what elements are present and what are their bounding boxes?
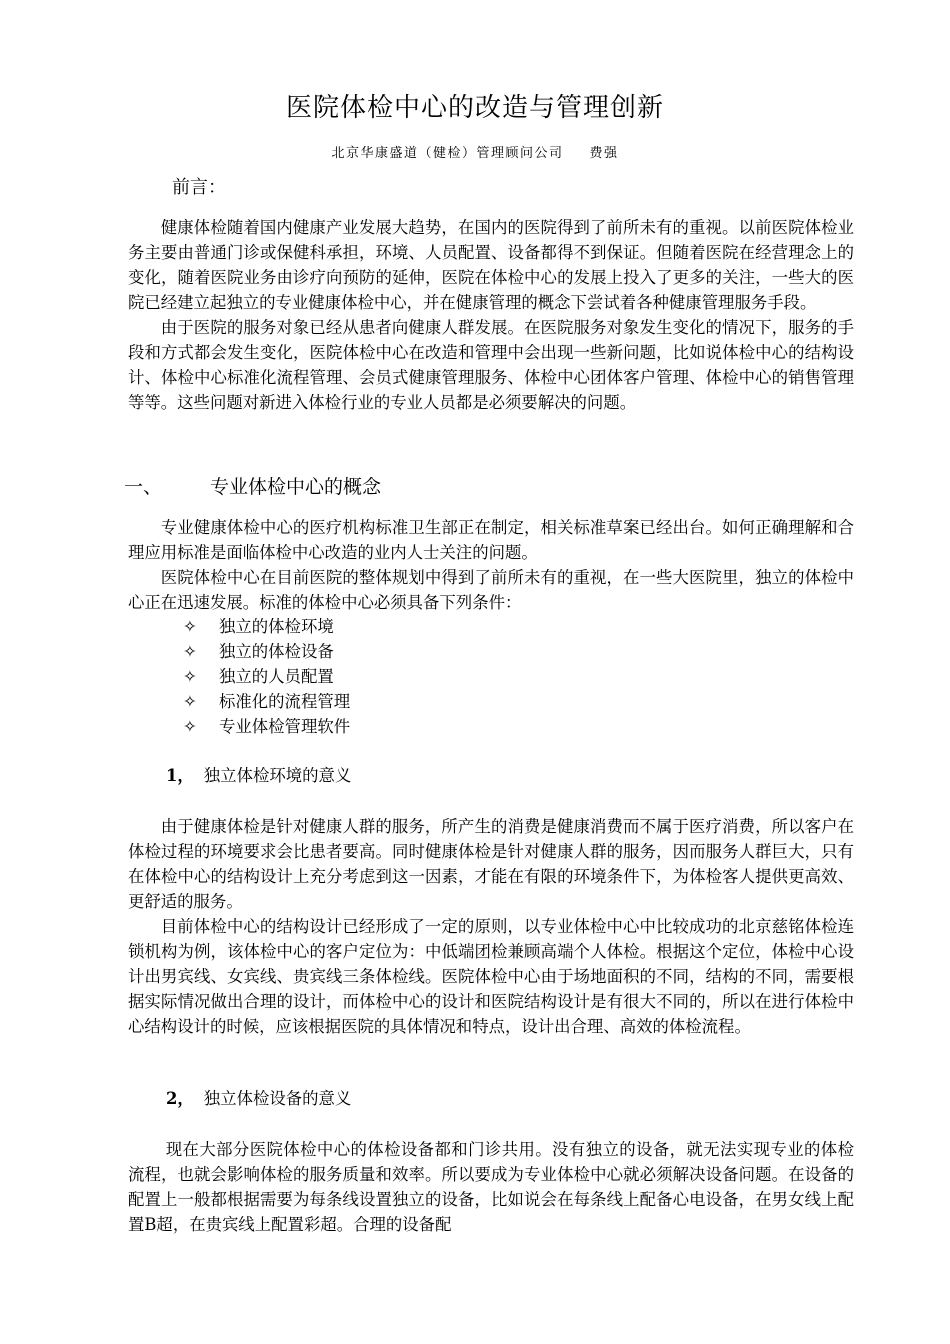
list-item-text: 标准化的流程管理	[219, 692, 351, 711]
subsection-title: 独立体检设备的意义	[203, 1089, 352, 1108]
paragraph: 由于健康体检是针对健康人群的服务，所产生的消费是健康消费而不属于医疗消费，所以客户在体检过程的环境要求会比患者要高。同时健康体检是针对健康人群的服务，因而服务人群巨大，只有在体检中心的结构设计上充分考虑到这一因素，才能在有限的环境条件下，为体检客人提供更高效、更舒适的服务。	[128, 817, 854, 911]
subsection-body	[128, 1137, 854, 1237]
section-heading	[124, 473, 381, 501]
list-item-text: 独立的体检设备	[219, 642, 334, 661]
byline-author: 费强	[589, 146, 619, 161]
preface-heading: 前言：	[172, 177, 226, 198]
preface-body	[128, 215, 854, 415]
subsection-number: 2，	[166, 1089, 194, 1108]
diamond-star-icon: ✧	[183, 667, 197, 686]
paragraph: 现在大部分医院体检中心的体检设备都和门诊共用。没有独立的设备，就无法实现专业的体检流程，也就会影响体检的服务质量和效率。所以要成为专业体检中心就必须解决设备问题。在设备的配置上一般都根据需要为每条线设置独立的设备，比如说会在每条线上配备心电设备，在男女线上配置B超，在贵宾线上配置彩超。合理的设备配	[128, 1140, 854, 1234]
list-item	[183, 689, 350, 714]
byline	[0, 144, 950, 164]
paragraph: 目前体检中心的结构设计已经形成了一定的原则，以专业体检中心中比较成功的北京慈铭体检连锁机构为例，该体检中心的客户定位为：中低端团检兼顾高端个人体检。根据这个定位，体检中心设计出男宾线、女宾线、贵宾线三条体检线。医院体检中心由于场地面积的不同，结构的不同，需要根据实际情况做出合理的设计，而体检中心的设计和医院结构设计是有很大不同的，所以在进行体检中心结构设计的时候，应该根据医院的具体情况和特点，设计出合理、高效的体检流程。	[128, 917, 854, 1036]
section-number: 一、	[124, 476, 163, 498]
conditions-list	[183, 614, 350, 739]
paragraph: 医院体检中心在目前医院的整体规划中得到了前所未有的重视，在一些大医院里，独立的体检中心正在迅速发展。标准的体检中心必须具备下列条件：	[128, 568, 854, 612]
paragraph: 专业健康体检中心的医疗机构标准卫生部正在制定，相关标准草案已经出台。如何正确理解和合理应用标准是面临体检中心改造的业内人士关注的问题。	[128, 518, 854, 562]
paragraph: 健康体检随着国内健康产业发展大趋势，在国内的医院得到了前所未有的重视。以前医院体检业务主要由普通门诊或保健科承担，环境、人员配置、设备都得不到保证。但随着医院在经营理念上的变化，随着医院业务由诊疗向预防的延伸，医院在体检中心的发展上投入了更多的关注，一些大的医院已经建立起独立的专业健康体检中心，并在健康管理的概念下尝试着各种健康管理服务手段。	[128, 218, 854, 312]
diamond-star-icon: ✧	[183, 692, 197, 711]
list-item	[183, 714, 350, 739]
byline-organization: 北京华康盛道（健检）管理顾问公司	[331, 146, 564, 161]
paragraph: 由于医院的服务对象已经从患者向健康人群发展。在医院服务对象发生变化的情况下，服务的手段和方式都会发生变化，医院体检中心在改造和管理中会出现一些新问题，比如说体检中心的结构设计、体检中心标准化流程管理、会员式健康管理服务、体检中心团体客户管理、体检中心的销售管理等等。这些问题对新进入体检行业的专业人员都是必须要解决的问题。	[128, 318, 854, 412]
subsection-heading	[166, 763, 351, 788]
diamond-star-icon: ✧	[183, 717, 197, 736]
subsection-heading	[166, 1086, 351, 1111]
section-title: 专业体检中心的概念	[210, 476, 382, 498]
diamond-star-icon: ✧	[183, 617, 197, 636]
list-item-text: 专业体检管理软件	[219, 717, 351, 736]
section-body	[128, 515, 854, 615]
list-item-text: 独立的体检环境	[219, 617, 334, 636]
list-item	[183, 664, 350, 689]
subsection-number: 1，	[166, 766, 194, 785]
list-item	[183, 614, 350, 639]
subsection-body	[128, 814, 854, 1039]
subsection-title: 独立体检环境的意义	[203, 766, 352, 785]
document-title: 医院体检中心的改造与管理创新	[285, 93, 664, 123]
list-item	[183, 639, 350, 664]
diamond-star-icon: ✧	[183, 642, 197, 661]
list-item-text: 独立的人员配置	[219, 667, 334, 686]
